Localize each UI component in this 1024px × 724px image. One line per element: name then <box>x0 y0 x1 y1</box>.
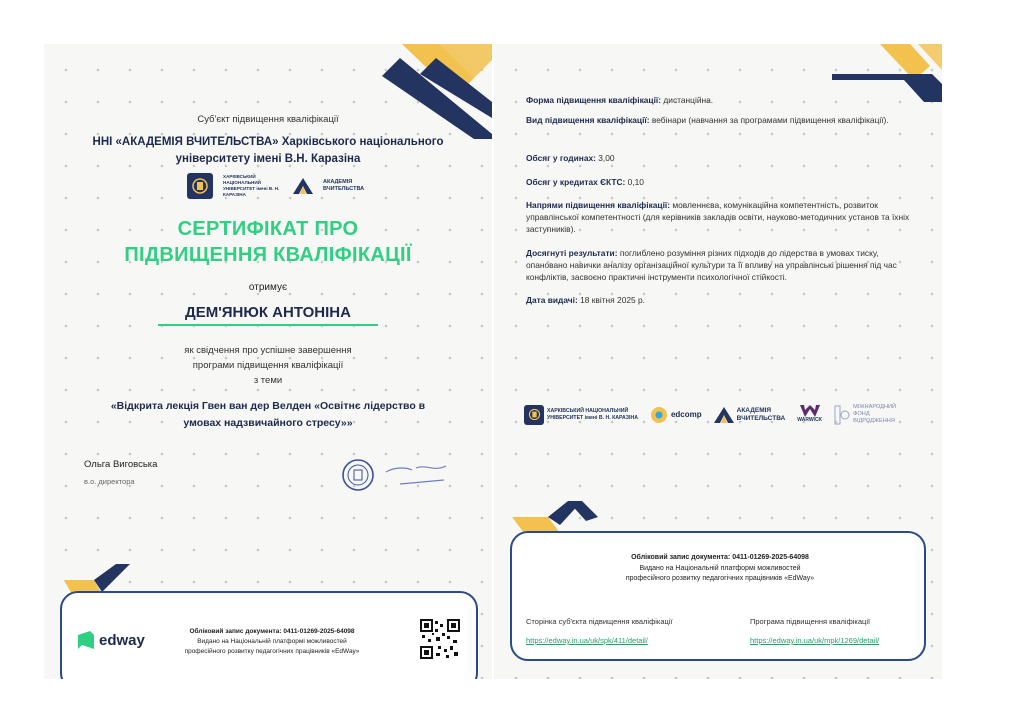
edcomp-logo-icon <box>650 406 668 424</box>
credits-value: 0,10 <box>627 177 644 187</box>
academy-logo-line-2: ВЧИТЕЛЬСТВА <box>323 186 365 192</box>
partner-knu <box>524 405 638 425</box>
completion-text <box>44 343 492 388</box>
course-title <box>84 398 452 432</box>
institution-logos <box>187 173 364 199</box>
credits-field <box>526 176 911 188</box>
document-record-text <box>552 553 888 585</box>
partner-knu-line-1: ХАРКІВСЬКИЙ НАЦІОНАЛЬНИЙ <box>547 408 629 414</box>
directions-value: мовленнєва, комунікаційна компетентність, розвиток управлінської компетентності (для керівників закладів освіти, науково-методичних установ та їхніх заступників). <box>526 200 910 234</box>
renaissance-fund-line-3: ВІДРОДЖЕННЯ <box>853 418 895 424</box>
certificate-back-page <box>494 44 942 679</box>
record-id: 0411-01269-2025-64098 <box>732 554 809 561</box>
knu-logo-line-1: ХАРКІВСЬКИЙ НАЦІОНАЛЬНИЙ <box>223 174 261 185</box>
type-label: Вид підвищення кваліфікації: <box>526 115 650 125</box>
course-title-line-1: «Відкрита лекція Гвен ван дер Велден «Освітнє лідерство в <box>110 400 426 412</box>
warwick-logo-icon <box>800 405 820 417</box>
partner-logos <box>524 404 924 425</box>
edway-logo-text: edway <box>99 631 145 649</box>
results-value: поглиблено розуміння різних підходів до лідерства в умовах тиску, опановано навички аналізу організаційної культури та її впливу на управлінські рішення під час конфліктів, засвоєно практичні інструменти психологічної стійкості. <box>526 248 897 282</box>
directions-field <box>526 199 911 235</box>
directions-label: Напрями підвищення кваліфікації: <box>526 200 671 210</box>
program-label: Програма підвищення кваліфікації <box>750 617 871 626</box>
subject-page-link[interactable]: https://edway.in.ua/uk/spk/411/detail/ <box>526 636 648 645</box>
course-title-line-2: умовах надзвичайного стресу»» <box>183 417 353 429</box>
recipient-name: ДЕМ'ЯНЮК АНТОНІНА <box>158 304 378 326</box>
type-value: вебінари (навчання за програмами підвищення кваліфікації). <box>651 115 889 125</box>
partner-edcomp <box>650 406 702 424</box>
certificate-title <box>44 216 492 268</box>
warwick-logo-text: WARWICK <box>797 417 823 424</box>
date-label: Дата видачі: <box>526 295 578 305</box>
program-link[interactable]: https://edway.in.ua/uk/mpk/1269/detail/ <box>750 636 880 645</box>
date-value: 18 квітня 2025 р. <box>580 295 645 305</box>
academy-logo-text <box>323 179 364 193</box>
edcomp-logo-text: edcomp <box>670 410 702 419</box>
partner-renaissance-fund <box>834 404 896 425</box>
certificate-title-line-1: СЕРТИФІКАТ ПРО <box>177 218 359 240</box>
record-label: Обліковий запис документа: <box>189 628 282 635</box>
partner-academy <box>714 407 786 423</box>
knu-crest-icon <box>187 173 213 199</box>
partner-academy-text <box>737 407 786 423</box>
partner-knu-text <box>547 408 638 421</box>
issued-line-2: професійного розвитку педагогічних працівників «EdWay» <box>625 575 815 582</box>
document-record-footer <box>60 591 478 679</box>
completion-line-3: з теми <box>253 375 283 386</box>
signer-name: Ольга Виговська <box>84 459 158 470</box>
credits-label: Обсяг у кредитах ЄКТС: <box>526 177 626 187</box>
document-record-text <box>122 627 422 657</box>
academy-logo-icon <box>714 407 734 423</box>
institution-name <box>74 134 462 168</box>
hours-label: Обсяг у годинах: <box>526 153 596 163</box>
partner-academy-line-2: ВЧИТЕЛЬСТВА <box>736 414 786 422</box>
renaissance-fund-line-2: ФОНД <box>853 411 870 417</box>
partner-knu-line-2: УНІВЕРСИТЕТ імені В. Н. КАРАЗІНА <box>547 414 638 421</box>
date-field <box>526 294 911 306</box>
completion-line-1: як свідчення про успішне завершення <box>184 345 352 356</box>
form-value: дистанційна. <box>663 95 714 105</box>
renaissance-fund-line-1: МІЖНАРОДНИЙ <box>853 404 897 410</box>
signature-icon <box>382 458 452 488</box>
form-field <box>526 94 911 106</box>
footer-corner-decoration <box>512 499 602 533</box>
institution-line-1: ННІ «АКАДЕМІЯ ВЧИТЕЛЬСТВА» Харківського національного <box>92 136 444 148</box>
official-seal-icon <box>341 458 375 492</box>
type-field <box>526 114 911 126</box>
partner-academy-line-1: АКАДЕМІЯ <box>736 406 772 414</box>
academy-logo-line-1: АКАДЕМІЯ <box>323 179 353 185</box>
renaissance-fund-logo-icon <box>834 405 850 425</box>
renaissance-fund-text <box>853 404 896 425</box>
institution-line-2: університету імені В.Н. Каразіна <box>175 153 361 165</box>
document-record-footer <box>510 531 926 661</box>
subject-label: Суб'єкт підвищення кваліфікації <box>197 114 339 125</box>
signer-role: в.о. директора <box>84 477 135 486</box>
certificate-title-line-2: ПІДВИЩЕННЯ КВАЛІФІКАЦІЇ <box>124 244 412 266</box>
issued-line-1: Видано на Національній платформі можливостей <box>639 564 801 572</box>
receives-label: отримує <box>248 282 288 293</box>
issued-line-1: Видано на Національній платформі можливостей <box>197 638 347 645</box>
knu-logo-line-2: УНІВЕРСИТЕТ імені В. Н. КАРАЗІНА <box>223 186 280 197</box>
knu-crest-icon <box>524 405 544 425</box>
completion-line-2: програми підвищення кваліфікації <box>192 360 344 371</box>
results-label: Досягнуті результати: <box>526 248 618 258</box>
hours-value: 3,00 <box>598 153 615 163</box>
academy-logo-icon <box>293 178 313 194</box>
form-label: Форма підвищення кваліфікації: <box>526 95 662 105</box>
record-label: Обліковий запис документа: <box>631 554 731 561</box>
record-id: 0411-01269-2025-64098 <box>283 628 355 635</box>
edway-logo-icon <box>78 631 94 649</box>
partner-warwick <box>797 405 822 424</box>
qr-code-icon <box>420 619 460 659</box>
subject-page-label: Сторінка суб'єкта підвищення кваліфікації <box>526 617 673 626</box>
hours-field <box>526 152 911 164</box>
certificate-front-page <box>44 44 492 679</box>
issued-line-2: професійного розвитку педагогічних працівників «EdWay» <box>184 648 360 655</box>
knu-logo-text <box>223 174 283 198</box>
results-field <box>526 247 911 283</box>
